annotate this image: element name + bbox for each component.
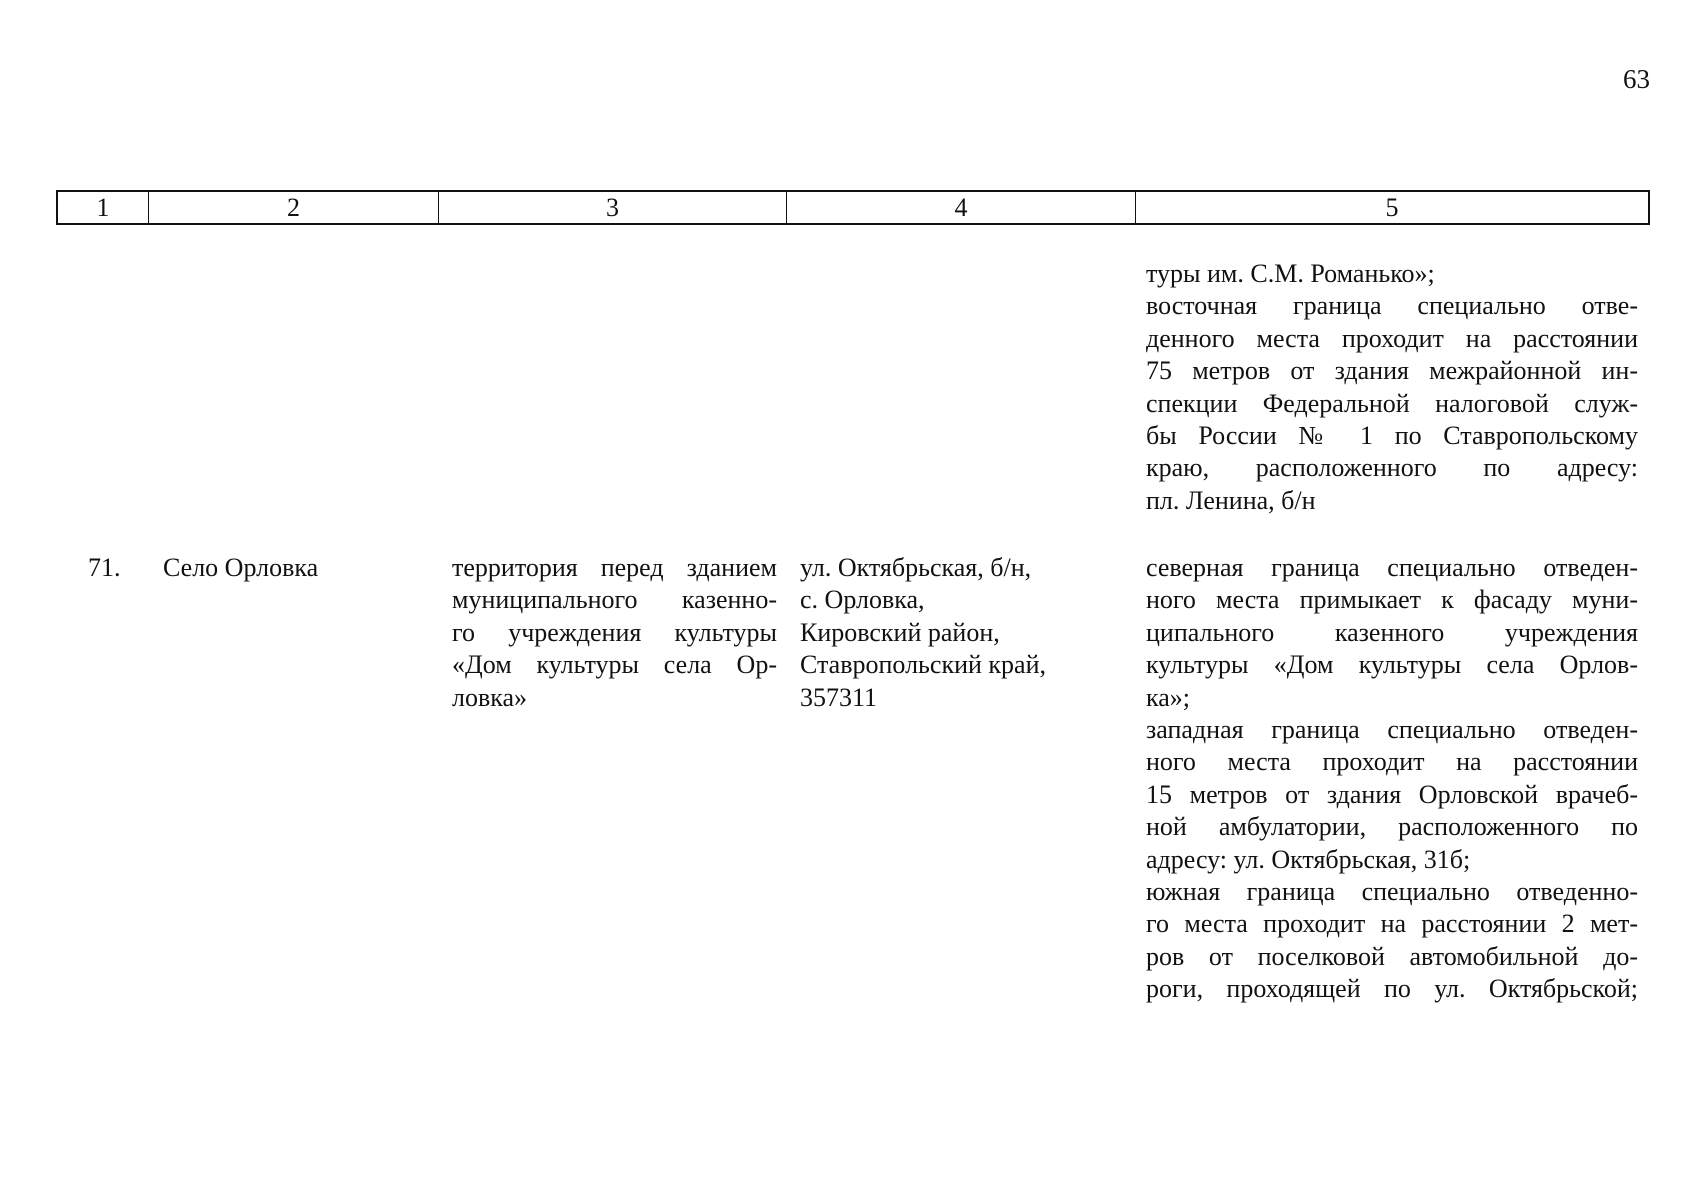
text-line: ного места примыкает к фасаду муни-	[1146, 585, 1638, 615]
text-line: адресу: ул. Октябрьская, 31б;	[1146, 844, 1471, 874]
text-line: восточная граница специально отве-	[1146, 291, 1638, 321]
text-line: северная граница специально отведен-	[1146, 553, 1638, 582]
text-line: денного места проходит на расстоянии	[1146, 323, 1638, 353]
locality-name: Село Орловка	[163, 553, 319, 582]
text-line: ул. Октябрьская, б/н,	[800, 553, 1032, 582]
header-cell-3: 3	[438, 192, 786, 223]
header-cell-1: 1	[96, 193, 110, 222]
text-line: с. Орловка,	[800, 585, 925, 615]
text-line: ка»;	[1146, 682, 1191, 712]
text-line: пл. Ленина, б/н	[1146, 485, 1316, 515]
text-line: ров от поселковой автомобильной до-	[1146, 941, 1638, 971]
text-line: 357311	[800, 682, 878, 712]
text-line: туры им. С.М. Романько»;	[1146, 259, 1435, 288]
text-line: Ставропольский край,	[800, 650, 1046, 680]
text-line: бы России № 1 по Ставропольскому	[1146, 420, 1638, 450]
text-line: ной амбулатории, расположенного по	[1146, 812, 1638, 842]
text-line: ловка»	[452, 682, 528, 712]
boundary-description-cell	[1146, 552, 1638, 1005]
header-cell-4: 4	[786, 192, 1135, 223]
text-line: «Дом культуры села Ор-	[452, 650, 777, 680]
text-line: роги, проходящей по ул. Октябрьской;	[1146, 974, 1638, 1004]
table-header	[56, 190, 1650, 225]
header-cell-5: 5	[1135, 192, 1648, 223]
address-cell	[800, 552, 1080, 714]
text-line: 75 метров от здания межрайонной ин-	[1146, 356, 1638, 386]
header-cell-2: 2	[148, 192, 438, 223]
page-number: 63	[1623, 64, 1650, 94]
row-number: 71.	[88, 553, 121, 582]
text-line: территория перед зданием	[452, 553, 777, 582]
text-line: спекции Федеральной налоговой служ-	[1146, 388, 1638, 418]
text-line: краю, расположенного по адресу:	[1146, 453, 1638, 483]
text-line: муниципального казенно-	[452, 585, 777, 615]
continuation-boundary-cell	[1146, 258, 1638, 517]
text-line: ного места проходит на расстоянии	[1146, 747, 1638, 777]
text-line: Кировский район,	[800, 617, 1000, 647]
text-line: 15 метров от здания Орловской врачеб-	[1146, 779, 1638, 809]
place-description-cell	[452, 552, 777, 714]
text-line: ципального казенного учреждения	[1146, 617, 1638, 647]
text-line: го учреждения культуры	[452, 617, 777, 647]
text-line: культуры «Дом культуры села Орлов-	[1146, 650, 1638, 680]
text-line: западная граница специально отведен-	[1146, 714, 1638, 744]
text-line: южная граница специально отведенно-	[1146, 876, 1638, 906]
text-line: го места проходит на расстоянии 2 мет-	[1146, 909, 1638, 939]
